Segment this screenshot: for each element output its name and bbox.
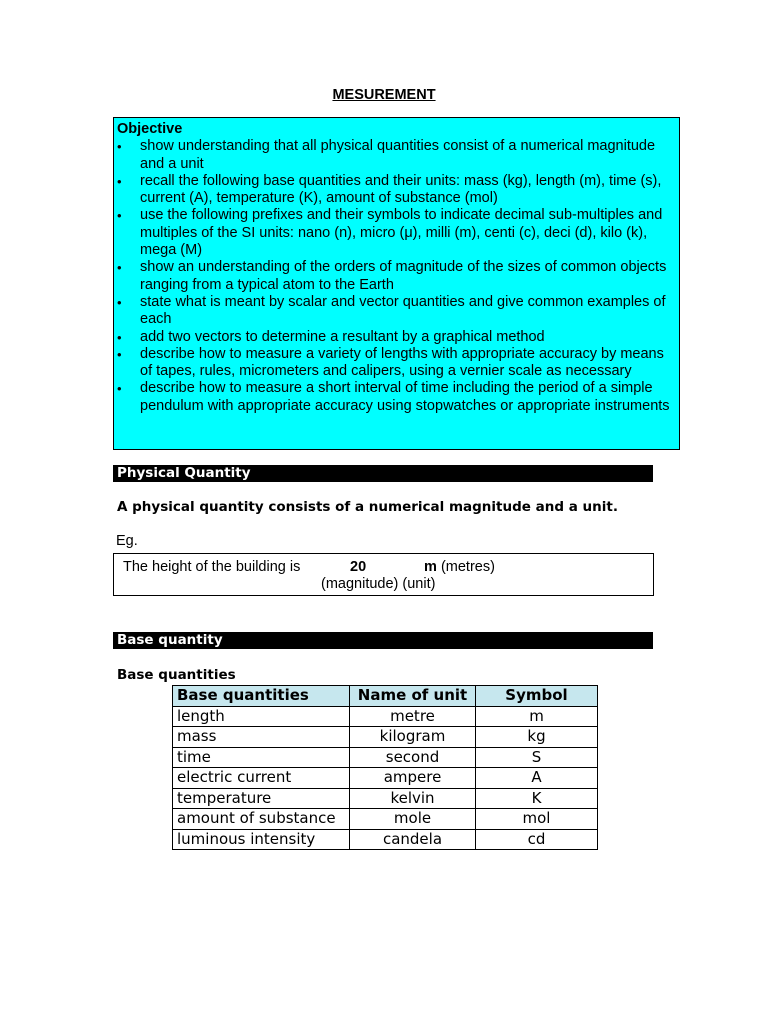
table-cell: electric current [173, 768, 350, 789]
objective-item: • describe how to measure a short interval of time including the period of a simple pendulum with appropriate accuracy using stopwatches or appropriate instruments [117, 380, 675, 415]
table-cell: m [476, 706, 598, 727]
table-row [173, 829, 598, 850]
table-row [173, 768, 598, 789]
objective-item: • describe how to measure a variety of lengths with appropriate accuracy by means of tapes, rules, micrometers and calipers, using a vernier scale as necessary [117, 346, 675, 381]
example-unit-symbol: m [424, 559, 437, 575]
table-cell: luminous intensity [173, 829, 350, 850]
table-cell: S [476, 747, 598, 768]
example-label: Eg. [116, 533, 138, 549]
table-cell: temperature [173, 788, 350, 809]
table-header-cell: Base quantities [173, 686, 350, 707]
table-cell: time [173, 747, 350, 768]
table-cell: ampere [350, 768, 476, 789]
objective-heading: Objective [117, 121, 183, 137]
table-row [173, 706, 598, 727]
table-cell: K [476, 788, 598, 809]
page-title: MESUREMENT [332, 87, 436, 103]
objective-item: • use the following prefixes and their symbols to indicate decimal sub-multiples and multiples of the SI units: nano (n), micro (μ), milli (m), centi (c), deci (d), kilo (k), mega (M) [117, 207, 675, 259]
objective-item: • recall the following base quantities and their units: mass (kg), length (m), time (s), current (A), temperature (K), amount of substance (mol) [117, 173, 675, 208]
objective-item: • show an understanding of the orders of magnitude of the sizes of common objects ranging from a typical atom to the Earth [117, 259, 675, 294]
base-quantities-subheading: Base quantities [117, 667, 236, 683]
table-cell: mass [173, 727, 350, 748]
table-row [173, 747, 598, 768]
objective-item: • state what is meant by scalar and vector quantities and give common examples of each [117, 294, 675, 329]
objective-item: • add two vectors to determine a resultant by a graphical method [117, 329, 675, 346]
example-caption: (magnitude) (unit) [321, 576, 436, 592]
table-header-row [173, 686, 598, 707]
example-unit-name: (metres) [440, 559, 495, 575]
base-quantities-table [172, 685, 598, 850]
table-cell: metre [350, 706, 476, 727]
example-unit [424, 559, 495, 575]
example-text: The height of the building is [123, 559, 301, 575]
example-box [113, 553, 654, 596]
table-cell: length [173, 706, 350, 727]
table-cell: candela [350, 829, 476, 850]
table-cell: kilogram [350, 727, 476, 748]
example-magnitude: 20 [350, 559, 367, 575]
table-cell: A [476, 768, 598, 789]
table-row [173, 809, 598, 830]
table-row [173, 788, 598, 809]
objective-box [113, 117, 680, 450]
table-header-cell: Symbol [476, 686, 598, 707]
table-cell: second [350, 747, 476, 768]
table-cell: kelvin [350, 788, 476, 809]
section-heading-base-quantity: Base quantity [113, 632, 653, 649]
table-header-cell: Name of unit [350, 686, 476, 707]
table-row [173, 727, 598, 748]
table-cell: mol [476, 809, 598, 830]
table-cell: amount of substance [173, 809, 350, 830]
table-cell: mole [350, 809, 476, 830]
physical-quantity-definition: A physical quantity consists of a numerical magnitude and a unit. [117, 499, 618, 515]
section-heading-physical-quantity: Physical Quantity [113, 465, 653, 482]
objective-list [117, 138, 675, 415]
objective-item: • show understanding that all physical quantities consist of a numerical magnitude and a unit [117, 138, 675, 173]
table-cell: cd [476, 829, 598, 850]
table-cell: kg [476, 727, 598, 748]
